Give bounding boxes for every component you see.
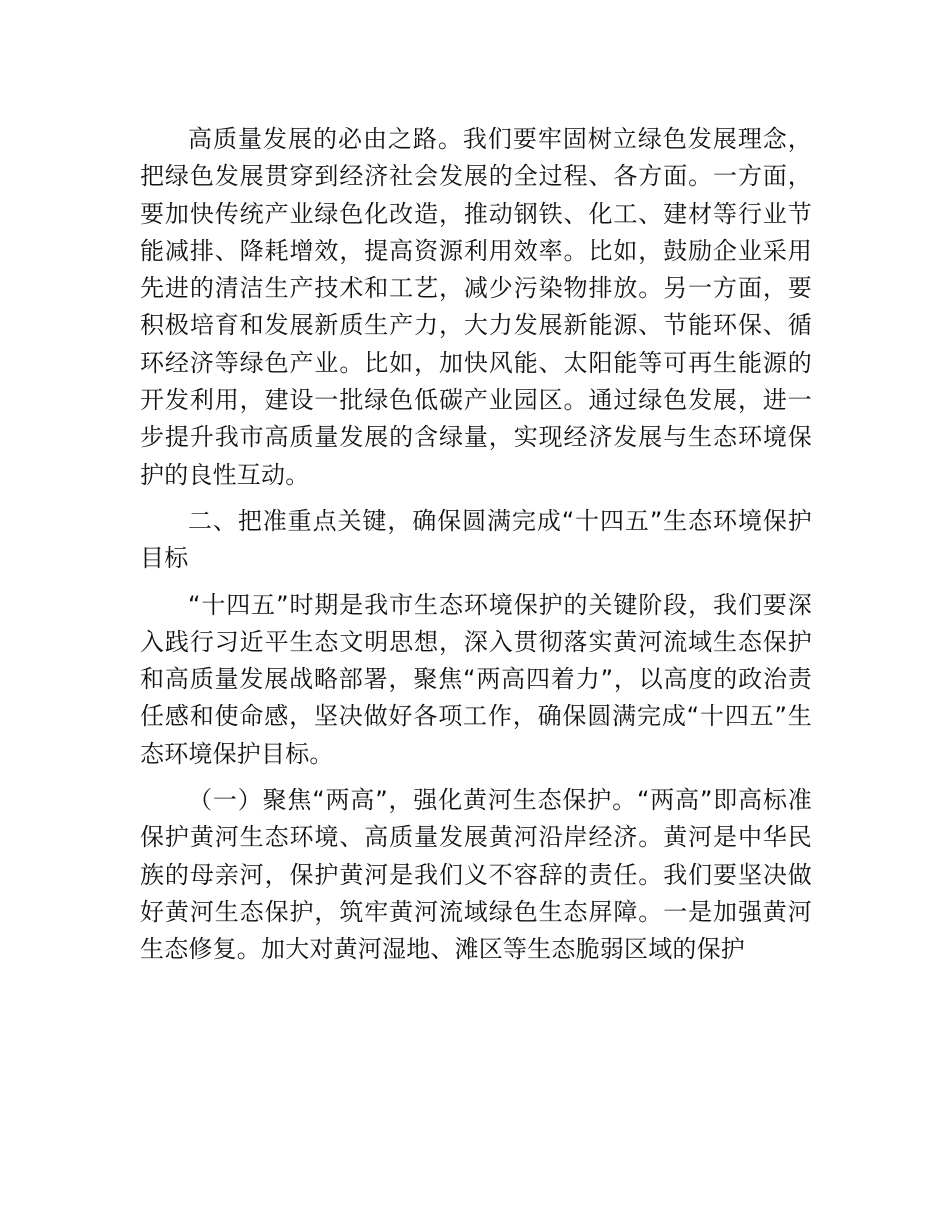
document-body xyxy=(140,121,812,969)
paragraph-fourteenth-five-year: “十四五”时期是我市生态环境保护的关键阶段，我们要深入践行习近平生态文明思想，深入贯彻落实黄河流域生态保护和高质量发展战略部署，聚焦“两高四着力”，以高度的政治责任感和使命感，坚决做好各项工作，确保圆满完成“十四五”生态环境保护目标。 xyxy=(140,590,812,768)
section-heading-two: 二、把准重点关键，确保圆满完成“十四五”生态环境保护目标 xyxy=(140,506,812,573)
paragraph-yellow-river-protection: （一）聚焦“两高”，强化黄河生态保护。“两高”即高标准保护黄河生态环境、高质量发展黄河沿岸经济。黄河是中华民族的母亲河，保护黄河是我们义不容辞的责任。我们要坚决做好黄河生态保护，筑牢黄河流域绿色生态屏障。一是加强黄河生态修复。加大对黄河湿地、滩区等生态脆弱区域的保护 xyxy=(140,786,812,964)
paragraph-green-development: 高质量发展的必由之路。我们要牢固树立绿色发展理念，把绿色发展贯穿到经济社会发展的全过程、各方面。一方面，要加快传统产业绿色化改造，推动钢铁、化工、建材等行业节能减排、降耗增效，提高资源利用效率。比如，鼓励企业采用先进的清洁生产技术和工艺，减少污染物排放。另一方面，要积极培育和发展新质生产力，大力发展新能源、节能环保、循环经济等绿色产业。比如，加快风能、太阳能等可再生能源的开发利用，建设一批绿色低碳产业园区。通过绿色发展，进一步提升我市高质量发展的含绿量，实现经济发展与生态环境保护的良性互动。 xyxy=(140,125,812,489)
